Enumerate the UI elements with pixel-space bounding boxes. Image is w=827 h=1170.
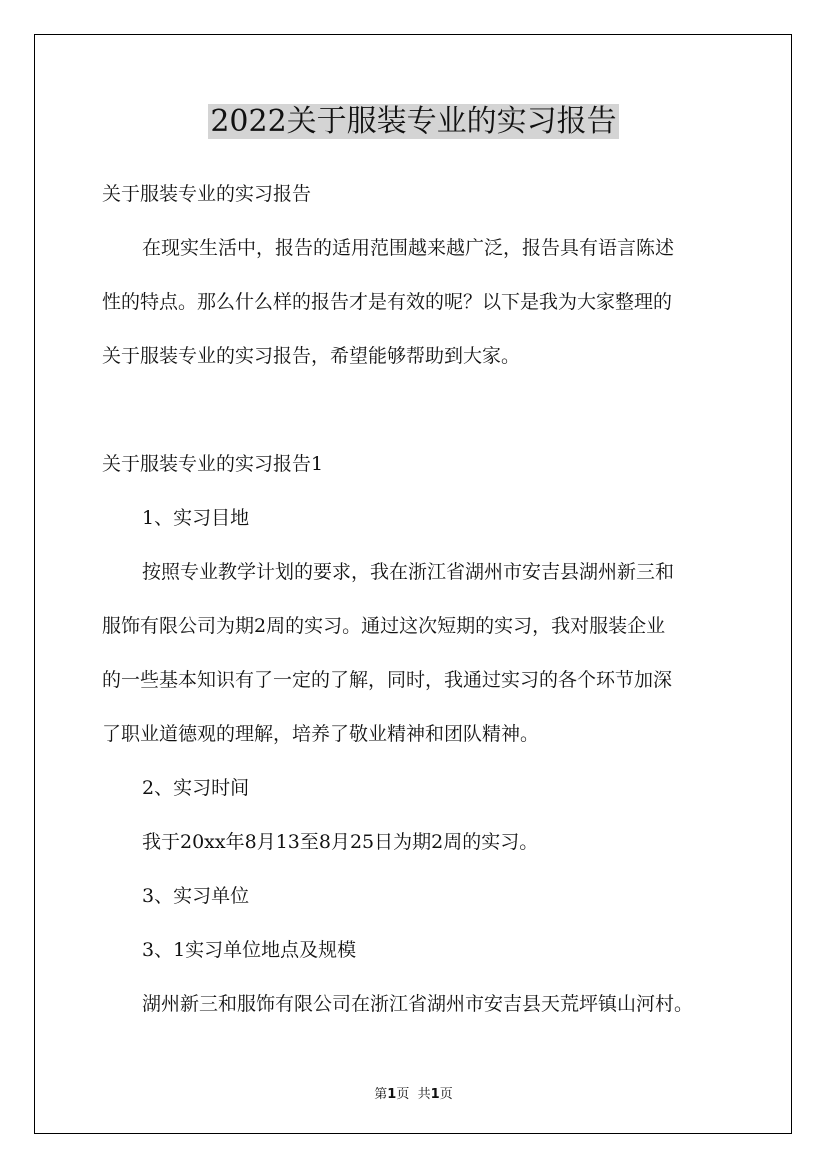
footer-total-pages: 1: [430, 1087, 440, 1102]
paragraph-line: 按照专业教学计划的要求，我在浙江省湖州市安吉县湖州新三和: [142, 561, 675, 583]
paragraph-line: 在现实生活中，报告的适用范围越来越广泛，报告具有语言陈述: [142, 237, 675, 259]
paragraph-line: 湖州新三和服饰有限公司在浙江省湖州市安吉县天荒坪镇山河村。: [142, 993, 694, 1015]
section-item-heading: 3、实习单位: [142, 885, 250, 907]
subtitle-line: 关于服装专业的实习报告: [102, 183, 312, 205]
paragraph-line: 关于服装专业的实习报告，希望能够帮助到大家。: [102, 345, 521, 367]
paragraph-line: 了职业道德观的理解，培养了敬业精神和团队精神。: [102, 723, 540, 745]
footer-total-suffix: 页: [439, 1087, 453, 1102]
paragraph-line: 性的特点。那么什么样的报告才是有效的呢？以下是我为大家整理的: [102, 291, 673, 313]
footer-prefix: 第: [374, 1087, 388, 1102]
section-item-heading: 1、实习目地: [142, 507, 250, 529]
section-item-heading: 2、实习时间: [142, 777, 250, 799]
paragraph-line: 的一些基本知识有了一定的了解，同时，我通过实习的各个环节加深: [102, 669, 673, 691]
document-title: 2022关于服装专业的实习报告: [210, 104, 617, 139]
paragraph-line: 服饰有限公司为期2周的实习。通过这次短期的实习，我对服装企业: [102, 615, 666, 637]
footer-total-prefix: 共: [417, 1087, 431, 1102]
section-item-heading: 3、1实习单位地点及规模: [142, 939, 357, 961]
paragraph-line: 我于20xx年8月13至8月25日为期2周的实习。: [142, 831, 539, 853]
footer-page-number: 1: [387, 1087, 397, 1102]
footer-page-suffix: 页: [396, 1087, 410, 1102]
page-footer: [0, 1083, 827, 1102]
section-heading: 关于服装专业的实习报告1: [102, 453, 324, 475]
